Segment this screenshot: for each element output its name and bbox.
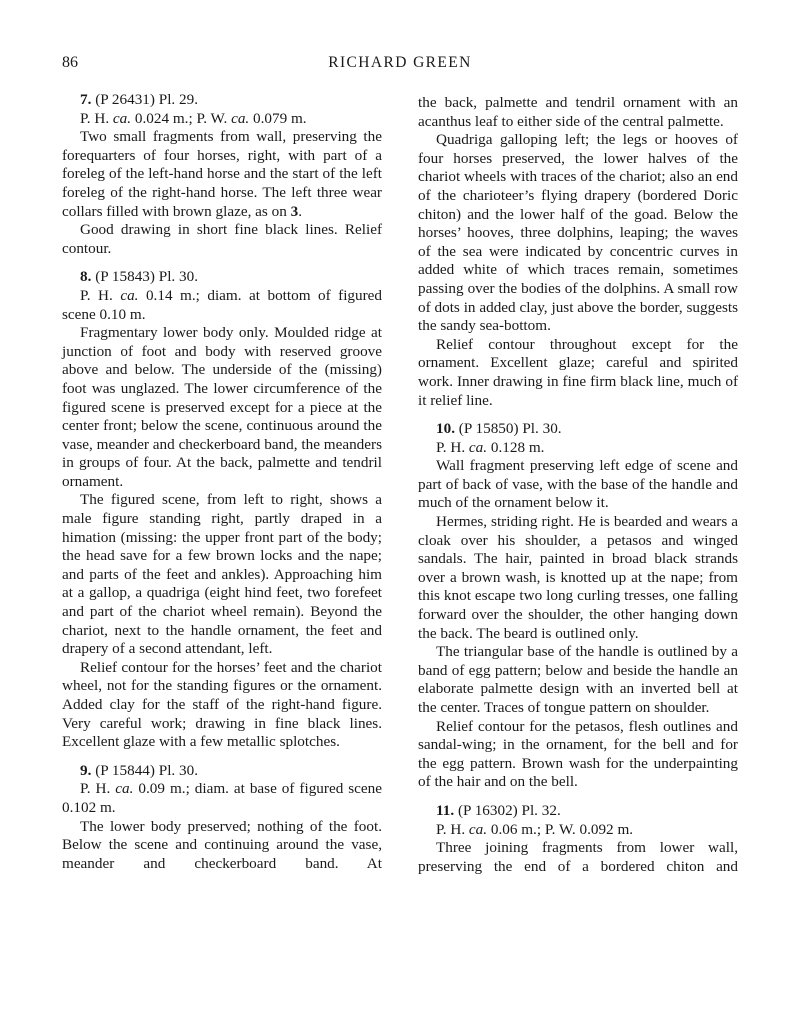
figure-paragraph: Hermes, striding right. He is bearded and wears a cloak over his shoulder, a petasos and winged sandals. The hair, painted in broad black strands over a brown wash, is knotted up at the nape; from this knot escape two long curling tresses, one falling forward over the shoulder, the other hanging down the back. The beard is outlined only. (418, 513, 738, 642)
ornament-paragraph: The triangular base of the handle is outlined by a band of egg pattern; below and beside the handle an elaborate palmette design with an inverted bell at the center. Traces of tongue pattern on shoulder. (418, 643, 738, 716)
left-column (62, 91, 382, 873)
entry-number: 11. (436, 801, 455, 819)
inventory-reference: (P 15843) Pl. 30. (95, 268, 198, 286)
entry-heading (62, 762, 382, 781)
catalogue-entry-9-continued (418, 94, 738, 410)
entry-number: 10. (436, 420, 455, 438)
inventory-reference: (P 15844) Pl. 30. (95, 761, 198, 779)
description-paragraph: Wall fragment preserving left edge of scene and part of back of vase, with the base of the handle and much of the ornament below it. (418, 457, 738, 512)
right-column (418, 94, 738, 876)
entry-number: 7. (80, 91, 92, 108)
technique-paragraph: Relief contour throughout except for the ornament. Excellent glaze; careful and spirited work. Inner drawing in fine firm black line, much of it relief line. (418, 335, 738, 409)
measurements: P. H. ca. 0.128 m. (436, 438, 545, 456)
scene-paragraph: Quadriga galloping left; the legs or hooves of four horses preserved, the lower halves of the chariot wheels with traces of the chariot; also an end of the charioteer’s flying drapery (bordered Doric chiton) and the lower half of the goad. Below the horses’ hooves, three dolphins, leaping; the waves of the sea were indicated by concentric curves in added white of which traces remain, sometimes passing over the bodies of the dolphins. A small row of dots in added clay, just above the border, suggests the sandy sea-bottom. (418, 131, 738, 335)
description-paragraph: The lower body preserved; nothing of the foot. Below the scene and continuing around the vase, meander and checkerboard band. At (62, 817, 382, 872)
entry-number: 8. (80, 268, 92, 286)
technique-paragraph: Relief contour for the petasos, flesh outlines and sandal-wing; in the ornament, for the bell and for the egg pattern. Brown wash for the underpainting of the hair and on the bell. (418, 717, 738, 791)
inventory-reference: (P 16302) Pl. 32. (457, 801, 561, 819)
catalogue-entry-9 (62, 762, 382, 874)
running-head: RICHARD GREEN (328, 54, 472, 71)
entry-heading (62, 91, 382, 110)
entry-heading (62, 268, 382, 287)
page-number: 86 (62, 54, 78, 71)
measurements: P. H. ca. 0.14 m.; diam. at bottom of figured scene 0.10 m. (62, 286, 383, 323)
cross-reference: 3 (290, 202, 299, 220)
measurements: P. H. ca. 0.06 m.; P. W. 0.092 m. (436, 820, 634, 838)
technique-paragraph: Good drawing in short fine black lines. Relief contour. (62, 221, 382, 257)
catalogue-entry-11 (418, 802, 738, 876)
description-paragraph: Two small fragments from wall, preserving the forequarters of four horses, right, with part of a foreleg of the left-hand horse and the start of the left foreleg of the right-hand horse. The left three wear collars filled with brown glaze, as on 3. (62, 128, 382, 220)
measurements: P. H. ca. 0.024 m.; P. W. ca. 0.079 m. (80, 109, 307, 127)
inventory-reference: (P 26431) Pl. 29. (95, 91, 198, 108)
catalogue-entry-7 (62, 91, 382, 258)
technique-paragraph: Relief contour for the horses’ feet and the chariot wheel, not for the standing figures or the ornament. Added clay for the staff of the right-hand figure. Very careful work; drawing in fine black lines. Excellent glaze with a few metallic splotches. (62, 658, 382, 751)
entry-heading (418, 420, 738, 439)
description-paragraph: Three joining fragments from lower wall, preserving the end of a bordered chiton and (418, 839, 738, 875)
entry-number: 9. (80, 761, 92, 779)
description-paragraph: Fragmentary lower body only. Moulded ridge at junction of foot and body with reserved groove above and below. The underside of the (missing) foot was unglazed. The lower circumference of the figured scene is preserved except for a piece at the center front; below the scene, continuous around the vase, meander and checkerboard band, the meanders in groups of four. At the back, palmette and tendril ornament. (62, 324, 382, 490)
measurements: P. H. ca. 0.09 m.; diam. at base of figured scene 0.102 m. (62, 780, 382, 816)
scene-paragraph: The figured scene, from left to right, shows a male figure standing right, partly draped in a himation (missing: the upper front part of the body; the head save for a few brown locks and the nape; and parts of the feet and ankles). Approaching him at a gallop, a quadriga (eight hind feet, two forefeet and part of the chariot wheel remain). Beyond the chariot, next to the handle ornament, the feet and drapery of a second attendant, left. (62, 491, 382, 658)
entry-heading (418, 802, 738, 821)
inventory-reference: (P 15850) Pl. 30. (458, 420, 562, 438)
catalogue-entry-8 (62, 268, 382, 751)
page-header (62, 54, 738, 76)
catalogue-entry-10 (418, 420, 738, 792)
description-continuation: the back, palmette and tendril ornament with an acanthus leaf to either side of the central palmette. (418, 94, 738, 130)
